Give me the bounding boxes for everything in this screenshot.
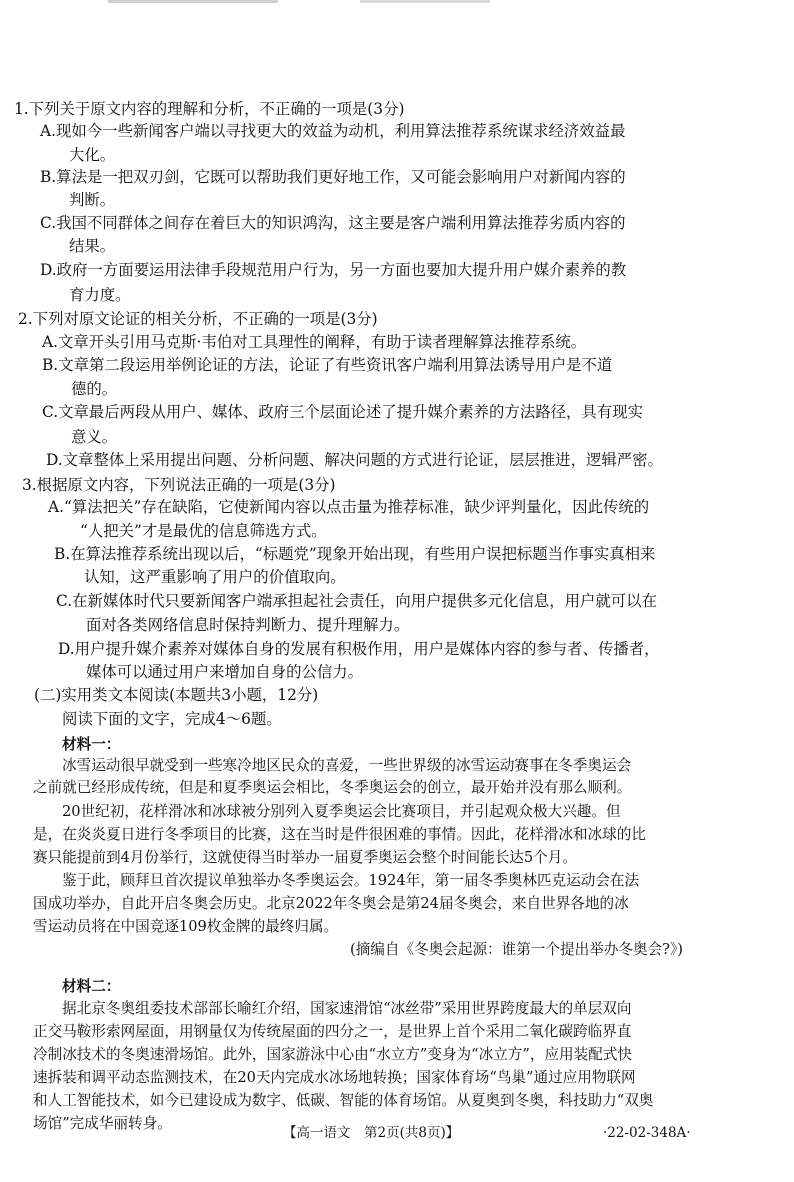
question-3-option-b: B.在算法推荐系统出现以后，“标题党”现象开始出现，有些用户误把标题当作事实真相来 — [54, 545, 656, 563]
question-2-option-c: C.文章最后两段从用户、媒体、政府三个层面论述了提升媒介素养的方法路径，具有现实 — [42, 403, 643, 421]
question-1-option-a-cont: 大化。 — [69, 146, 116, 164]
material-1-source: (摘编自《冬奥会起源：谁第一个提出举办冬奥会?》) — [350, 941, 683, 958]
material-1-paragraph-line: 是，在炎炎夏日进行冬季项目的比赛，这在当时是件很困难的事情。因此，花样滑冰和冰球的比 — [33, 826, 646, 843]
question-2-option-d: D.文章整体上采用提出问题、分析问题、解决问题的方式进行论证，层层推进，逻辑严密。 — [46, 451, 663, 469]
question-1-option-d: D.政府一方面要运用法律手段规范用户行为，另一方面也要加大提升用户媒介素养的教 — [40, 261, 627, 279]
question-3-option-c: C.在新媒体时代只要新闻客户端承担起社会责任，向用户提供多元化信息，用户就可以在 — [56, 592, 657, 610]
material-2-paragraph-line: 据北京冬奥组委技术部部长喻红介绍，国家速滑馆“冰丝带”采用世界跨度最大的单层双向 — [62, 1000, 632, 1017]
material-2-paragraph-line: 和人工智能技术，如今已建设成为数字、低碳、智能的体育场馆。从夏奥到冬奥，科技助力“双奥 — [33, 1092, 654, 1109]
material-1-paragraph-line: 之前就已经形成传统，但是和夏季奥运会相比，冬季奥运会的创立，最开始并没有那么顺利。 — [33, 779, 632, 796]
question-3-option-d-cont: 媒体可以通过用户来增加自身的公信力。 — [86, 663, 364, 681]
question-2-option-b: B.文章第二段运用举例论证的方法，论证了有些资讯客户端利用算法诱导用户是不道 — [42, 356, 613, 374]
question-3-option-d: D.用户提升媒介素养对媒体自身的发展有积极作用，用户是媒体内容的参与者、传播者， — [58, 640, 660, 658]
question-1-option-b-cont: 判断。 — [69, 191, 116, 209]
material-1-paragraph-line: 鉴于此，顾拜旦首次提议单独举办冬季奥运会。1924年，第一届冬季奥林匹克运动会在法 — [62, 872, 640, 889]
question-3-option-b-cont: 认知，这严重影响了用户的价值取向。 — [84, 568, 346, 586]
question-1-option-a: A.现如今一些新闻客户端以寻找更大的效益为动机，利用算法推荐系统谋求经济效益最 — [40, 122, 626, 140]
material-1-paragraph-line: 国成功举办，自此开启冬奥会历史。北京2022年冬奥会是第24届冬奥会，来自世界各地的冰 — [33, 895, 629, 912]
material-2-paragraph-line: 冷制冰技术的冬奥速滑场馆。此外，国家游泳中心由“水立方”变身为“冰立方”，应用装配式快 — [33, 1046, 633, 1063]
material-1-paragraph-line: 冰雪运动很早就受到一些寒冷地区民众的喜爱，一些世界级的冰雪运动赛事在冬季奥运会 — [62, 757, 632, 774]
question-1-stem: 1.下列关于原文内容的理解和分析，不正确的一项是(3分) — [14, 100, 405, 118]
question-3-option-a-cont: “人把关”才是最优的信息筛选方式。 — [80, 522, 327, 540]
question-1-option-d-cont: 育力度。 — [69, 286, 131, 304]
question-3-stem: 3.根据原文内容，下列说法正确的一项是(3分) — [22, 476, 336, 494]
material-1-paragraph-line: 20世纪初，花样滑冰和冰球被分别列入夏季奥运会比赛项目，并引起观众极大兴趣。但 — [62, 803, 621, 820]
material-2-paragraph-line: 速拆装和调平动态监测技术，在20天内完成水冰场地转换；国家体育场“鸟巢”通过应用物联网 — [33, 1069, 636, 1086]
material-2-paragraph-line: 场馆”完成华丽转身。 — [33, 1115, 172, 1132]
material-1-label: 材料一： — [62, 736, 121, 753]
question-2-option-b-cont: 德的。 — [71, 380, 118, 398]
material-2-paragraph-line: 正交马鞍形索网屋面，用钢量仅为传统屋面的四分之一，是世界上首个采用二氧化碳跨临界直 — [33, 1023, 632, 1040]
section-heading: (二)实用类文本阅读(本题共3小题，12分) — [34, 686, 319, 704]
question-3-option-c-cont: 面对各类网络信息时保持判断力、提升理解力。 — [86, 616, 410, 634]
page-footer-code: ·22-02-348A· — [603, 1125, 691, 1141]
question-1-option-b: B.算法是一把双刃剑，它既可以帮助我们更好地工作，又可能会影响用户对新闻内容的 — [40, 168, 626, 186]
page-footer-label: 【高一语文 第2页(共8页)】 — [283, 1125, 460, 1141]
material-1-paragraph-line: 雪运动员将在中国竞逐109枚金牌的最终归属。 — [33, 918, 339, 935]
material-2-label: 材料二： — [62, 978, 121, 995]
question-2-option-c-cont: 意义。 — [71, 428, 118, 446]
question-1-option-c-cont: 结果。 — [69, 237, 116, 255]
section-instruction: 阅读下面的文字，完成4～6题。 — [62, 710, 282, 728]
question-1-option-c: C.我国不同群体之间存在着巨大的知识鸿沟，这主要是客户端利用算法推荐劣质内容的 — [40, 214, 626, 232]
material-1-paragraph-line: 赛只能提前到4月份举行，这就使得当时举办一届夏季奥运会整个时间能长达5个月。 — [33, 849, 577, 866]
question-2-option-a: A.文章开头引用马克斯·韦伯对工具理性的阐释，有助于读者理解算法推荐系统。 — [42, 333, 587, 351]
question-2-stem: 2.下列对原文论证的相关分析，不正确的一项是(3分) — [18, 310, 378, 328]
question-3-option-a: A.“算法把关”存在缺陷，它使新闻内容以点击量为推荐标准，缺少评判量化，因此传统的 — [48, 498, 650, 516]
